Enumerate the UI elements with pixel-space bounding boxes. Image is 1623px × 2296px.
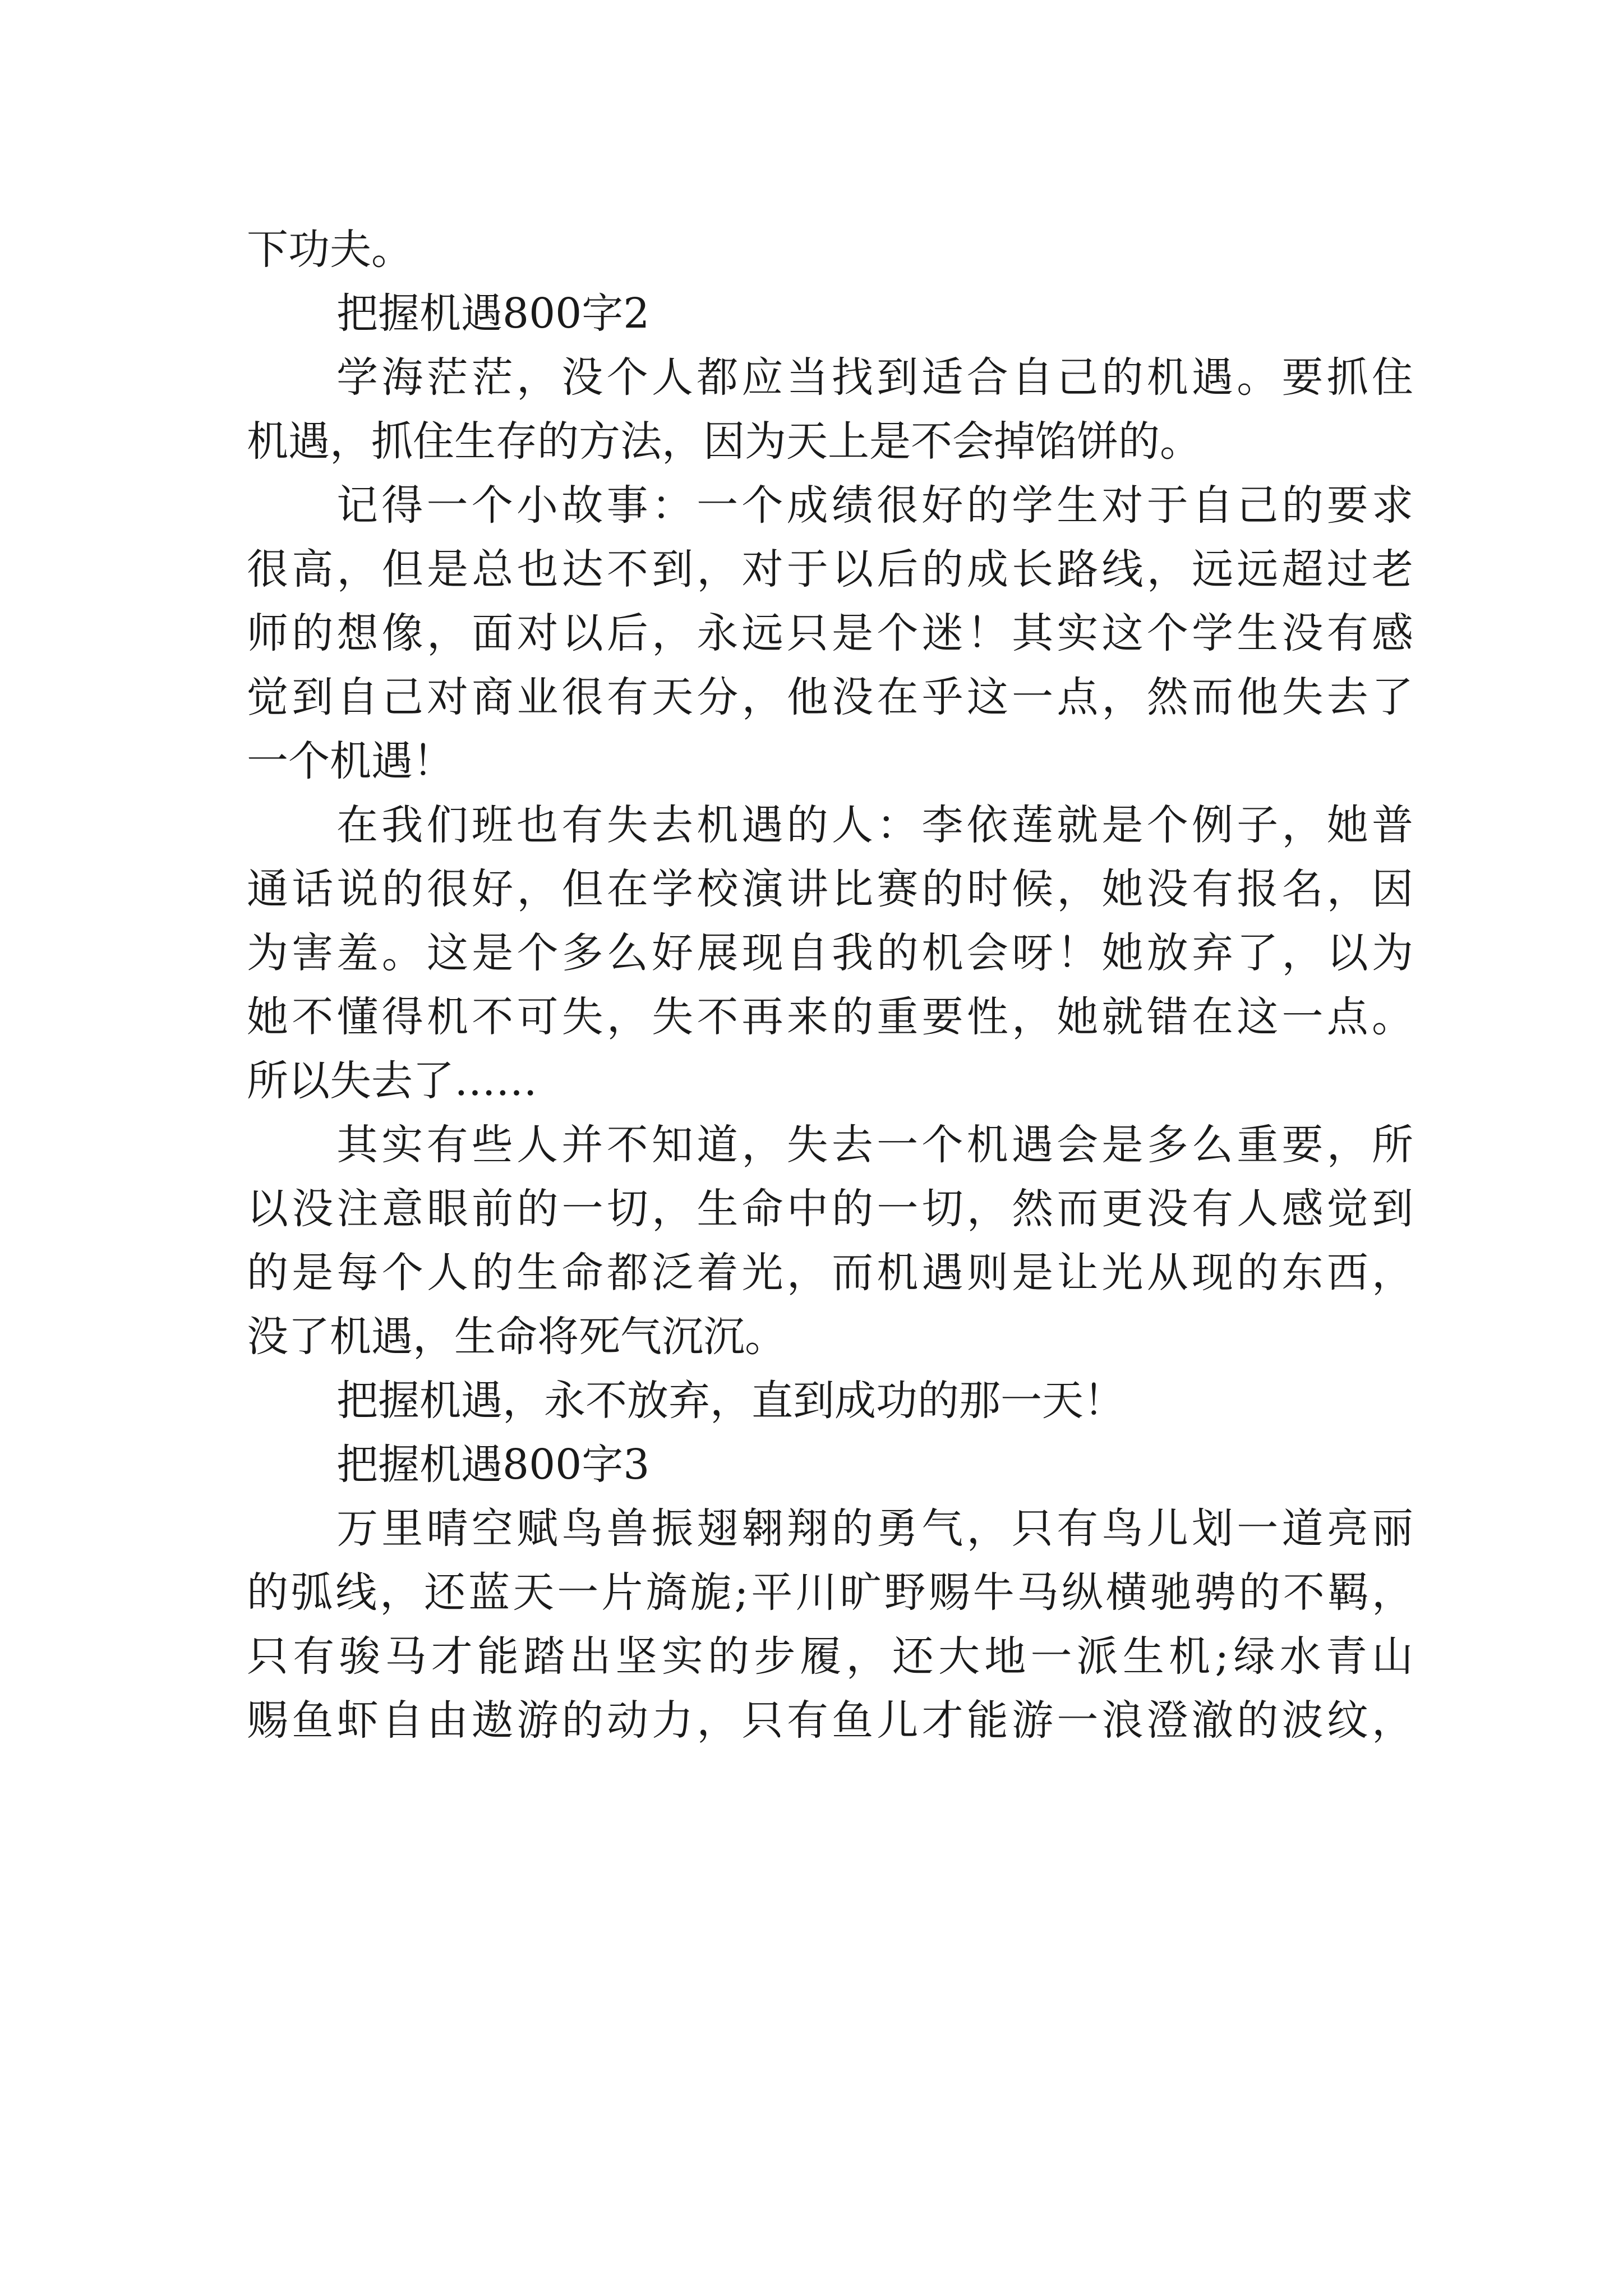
- text-line: 为害羞。这是个多么好展现自我的机会呀！她放弃了，以为: [247, 929, 1413, 977]
- text-line: 通话说的很好，但在学校演讲比赛的时候，她没有报名，因: [247, 865, 1413, 913]
- text-line: 她不懂得机不可失，失不再来的重要性，她就错在这一点。: [247, 993, 1413, 1041]
- section-heading: 把握机遇800字2: [336, 289, 650, 338]
- text-line: 的弧线，还蓝天一片旖旎;平川旷野赐牛马纵横驰骋的不羁，: [247, 1568, 1413, 1617]
- text-line: 赐鱼虾自由遨游的动力，只有鱼儿才能游一浪澄澈的波纹，: [247, 1696, 1413, 1745]
- text-line: 其实有些人并不知道，失去一个机遇会是多么重要，所: [336, 1121, 1413, 1169]
- text-line: 一个机遇！: [247, 737, 454, 785]
- text-line: 没了机遇，生命将死气沉沉。: [247, 1313, 786, 1361]
- text-line: 把握机遇，永不放弃，直到成功的那一天！: [336, 1377, 1125, 1425]
- text-line: 万里晴空赋鸟兽振翅翱翔的勇气，只有鸟儿划一道亮丽: [336, 1504, 1413, 1553]
- text-line: 下功夫。: [247, 226, 413, 274]
- text-line: 所以失去了……: [247, 1057, 537, 1105]
- text-line: 很高，但是总也达不到，对于以后的成长路线，远远超过老: [247, 545, 1413, 593]
- text-line: 记得一个小故事：一个成绩很好的学生对于自己的要求: [336, 481, 1413, 530]
- text-line: 只有骏马才能踏出坚实的步履，还大地一派生机;绿水青山: [247, 1632, 1413, 1681]
- text-line: 师的想像，面对以后，永远只是个迷！其实这个学生没有感: [247, 609, 1413, 657]
- text-line: 学海茫茫，没个人都应当找到适合自己的机遇。要抓住: [336, 353, 1413, 402]
- text-line: 在我们班也有失去机遇的人：李依莲就是个例子，她普: [336, 801, 1413, 849]
- section-heading: 把握机遇800字3: [336, 1441, 650, 1489]
- text-line: 的是每个人的生命都泛着光，而机遇则是让光从现的东西，: [247, 1249, 1413, 1297]
- text-line: 机遇，抓住生存的方法，因为天上是不会掉馅饼的。: [247, 417, 1201, 466]
- text-line: 以没注意眼前的一切，生命中的一切，然而更没有人感觉到: [247, 1185, 1413, 1233]
- text-line: 觉到自己对商业很有天分，他没在乎这一点，然而他失去了: [247, 673, 1413, 721]
